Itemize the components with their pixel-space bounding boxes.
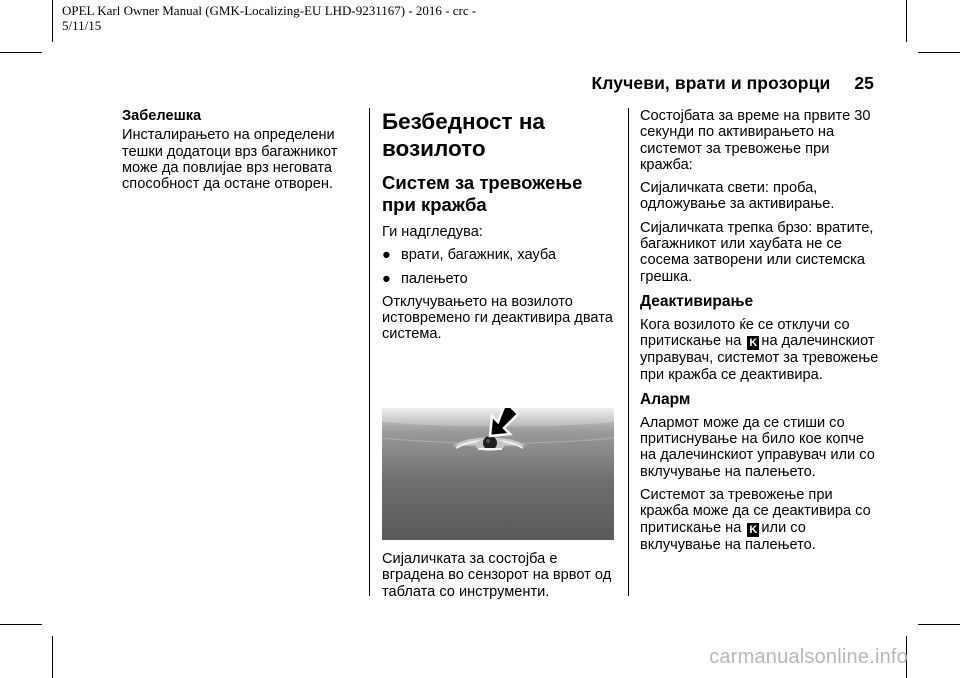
deactivation-text-part: Кога возилото ќе се отклучи со притискање на (640, 316, 850, 350)
column-divider (369, 108, 370, 596)
alarm-deactivation-text (640, 487, 880, 553)
alarm-heading: Аларм (640, 390, 691, 408)
paragraph: Состојбата за време на првите 30 секунди по активирањето на системот за тревожење при кражба: (640, 108, 871, 173)
column-right (640, 108, 880, 560)
bullet-icon: ● (382, 270, 391, 287)
alarm-text-part: или со вклучување на палењето. (640, 519, 816, 553)
figure-caption: Сијаличката за состојба е вградена во сензорот на врвот од таблата со инструменти. (382, 551, 612, 600)
section-heading: Безбедност на возилото (382, 109, 545, 161)
deactivation-text-part: на далечинскиот управувач, системот за тревожење при кражба се деактивира. (640, 333, 879, 383)
monitors-intro: Ги надгледува: (382, 224, 483, 240)
page-number: 25 (854, 73, 874, 93)
section-title: Клучеви, врати и прозорци (591, 73, 831, 93)
column-middle (382, 108, 616, 350)
paragraph: Отклучувањето на возилото истовремено ги деактивира двата система. (382, 293, 613, 343)
print-meta (62, 3, 582, 33)
paragraph: Сијаличката трепка брзо: вратите, багажникот или хаубата не се сосема затворени или системска грешка. (640, 219, 874, 285)
column-left (122, 108, 344, 199)
crop-mark (918, 624, 960, 625)
running-header (592, 73, 874, 94)
crop-mark (906, 0, 907, 42)
crop-mark (918, 52, 960, 53)
column-divider (628, 108, 629, 596)
deactivation-text (640, 317, 880, 383)
list-item-text: палењето (401, 270, 468, 287)
subsection-heading: Систем за тревожење при кражба (382, 172, 583, 215)
deactivation-heading: Деактивирање (640, 292, 754, 310)
paragraph: Сијаличката свети: проба, одложување за активирање. (640, 180, 835, 213)
bullet-icon: ● (382, 247, 391, 264)
crop-mark (0, 52, 42, 53)
print-meta-line: OPEL Karl Owner Manual (GMK-Localizing-EU LHD-9231167) - 2016 - crc - (62, 3, 477, 18)
list-item (382, 271, 616, 287)
note-text: Инсталирањето на определени тешки додатоци врз багажникот може да повлијае врз неговата способност да остане отворен. (122, 127, 338, 193)
crop-mark (0, 624, 42, 625)
watermark: carmanualsonline.info (709, 646, 908, 668)
crop-mark (52, 0, 53, 42)
dashboard-sensor-illustration (382, 408, 614, 540)
list-item (382, 247, 616, 263)
list-item-text: врати, багажник, хауба (401, 247, 557, 264)
crop-mark (52, 636, 53, 678)
note-heading: Забелешка (122, 108, 202, 124)
alarm-text-part: Системот за тревожење при кражба може да се деактивира со притискање на (640, 487, 871, 536)
unlock-key-icon: K (747, 523, 759, 537)
print-meta-date: 5/11/15 (62, 18, 102, 33)
alarm-text: Алармот може да се стиши со притиснување на било кое копче на далечинскиот управувач или со вклучување на палењето. (640, 414, 875, 480)
unlock-key-icon: K (747, 336, 759, 350)
figure-caption-block (382, 551, 616, 607)
